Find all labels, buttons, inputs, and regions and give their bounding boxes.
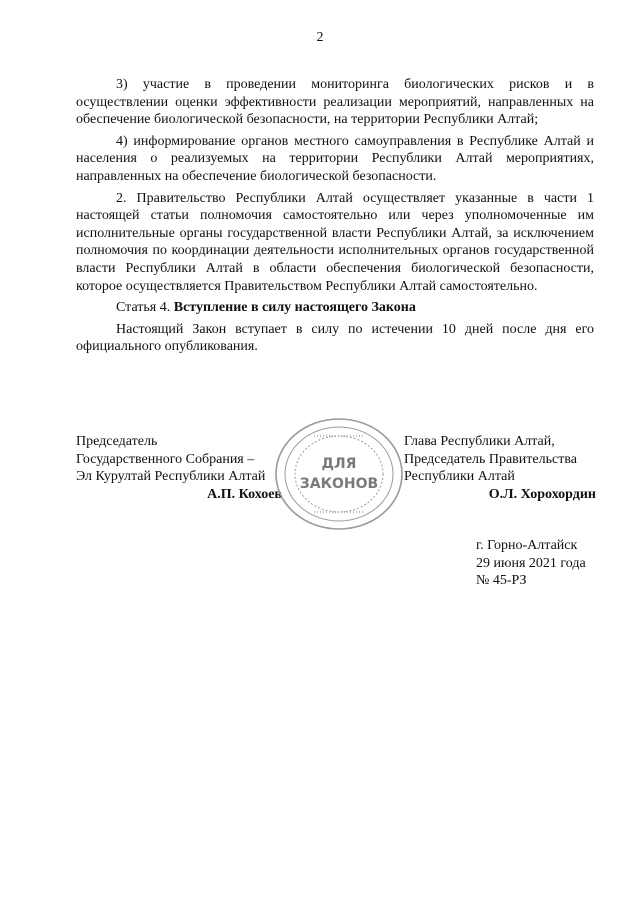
left-title-line-1: Председатель: [76, 434, 158, 449]
left-title-line-2: Государственного Собрания –: [76, 451, 255, 467]
signature-block-left: [76, 433, 282, 503]
document-body: [76, 76, 594, 360]
right-signatory-name: О.Л. Хорохордин: [488, 486, 596, 502]
seal-stamp: [274, 417, 404, 531]
left-title-line-3: Эл Курултай Республики Алтай: [76, 469, 266, 485]
stamp-text-line-1: ДЛЯ: [321, 456, 357, 472]
paragraph-part-2: 2. Правительство Республики Алтай осуществляет указанные в части 1 настоящей статьи полномочия самостоятельно или через уполномоченные им исполнительные органы государственной власти Республики Алтай, за исключением полномочия по координации деятельности исполнительных органов государственной власти Республики Алтай в области обеспечения биологической безопасности, которое осуществляется Правительством Республики Алтай самостоятельно.: [76, 190, 594, 294]
place-of-signing: г. Горно-Алтайск: [476, 538, 578, 553]
law-number: № 45-РЗ: [476, 573, 527, 589]
right-title-line-3: Республики Алтай: [404, 469, 515, 485]
article-title: Вступление в силу настоящего Закона: [173, 300, 416, 316]
article-prefix: Статья 4.: [116, 300, 174, 316]
right-title-line-1: Глава Республики Алтай,: [404, 434, 555, 449]
right-title-line-2: Председатель Правительства: [404, 451, 577, 467]
paragraph-item-4: 4) информирование органов местного самоуправления в Республике Алтай и населения о реализуемых на территории Республики Алтай мероприятиях, направленных на обеспечение биологической безопасности.: [76, 133, 594, 184]
signature-block-right: [404, 433, 596, 503]
document-footer: [476, 537, 586, 590]
left-signatory-name: А.П. Кохоев: [207, 486, 282, 502]
paragraph-item-3: 3) участие в проведении мониторинга биологических рисков и в осуществлении оценки эффективности реализации мероприятий, направленных на обеспечение биологической безопасности, на территории Республики Алтай;: [76, 77, 594, 128]
signing-date: 29 июня 2021 года: [476, 555, 586, 571]
final-paragraph: Настоящий Закон вступает в силу по истечении 10 дней после дня его официального опубликования.: [76, 321, 594, 355]
article-heading: [76, 299, 594, 317]
page-number: 2: [316, 30, 324, 45]
stamp-text-line-2: ЗАКОНОВ: [299, 476, 379, 492]
